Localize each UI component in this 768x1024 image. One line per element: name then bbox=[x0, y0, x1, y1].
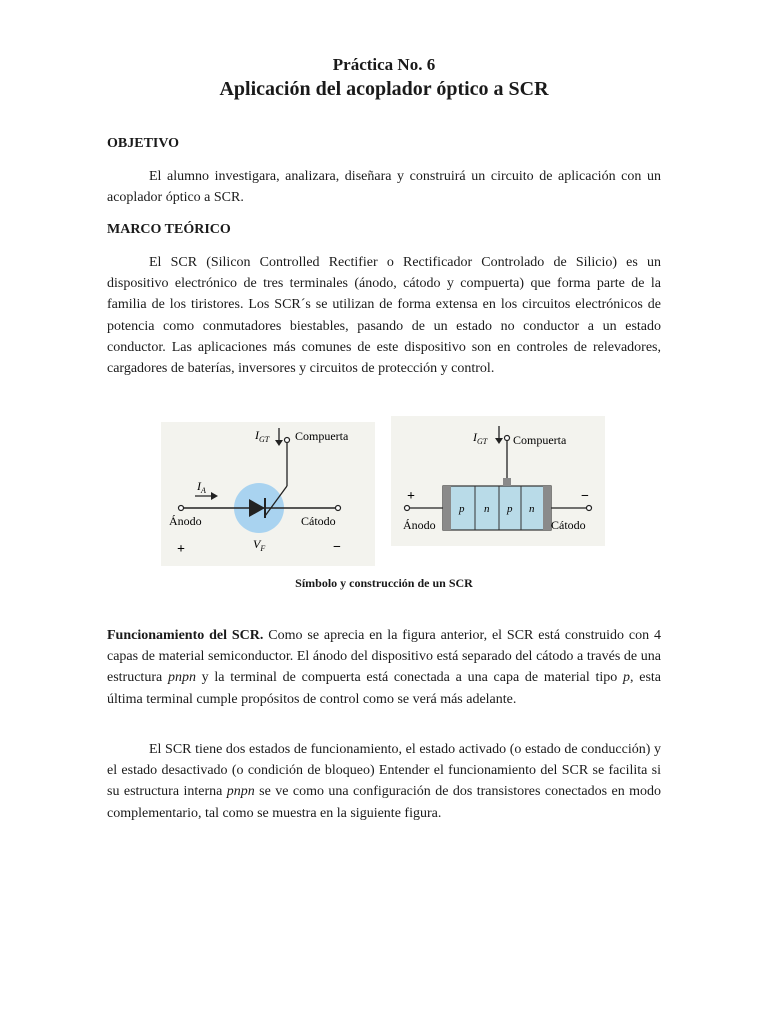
anode-current-label: $I_A$ bbox=[197, 479, 206, 495]
layer-label-2: n bbox=[484, 503, 490, 515]
gate-label: Compuerta bbox=[295, 429, 349, 443]
objective-text: El alumno investigara, analizara, diseñara y construirá un circuito de aplicación con un acoplador óptico a SCR. bbox=[107, 169, 661, 206]
gate-label: Compuerta bbox=[513, 433, 567, 447]
anode-terminal bbox=[405, 506, 410, 511]
operation-lead: Funcionamiento del SCR. bbox=[107, 628, 264, 643]
theory-text: El SCR (Silicon Controlled Rectifier o Rectificador Controlado de Silicio) es un dispositivo electrónico de tres terminales (ánodo, cátodo y compuerta) que forma parte de la familia de los tiristores. Los SCR´s se utilizan de forma extensa en los circuitos electrónicos de potencia como conmutadores biestables, pasando de un estado no conductor a un estado conductor. Las aplicaciones más comunes de este dispositivo son en controles de relevadores, cargadores de baterías, inversores y circuitos de protección y control. bbox=[107, 255, 661, 377]
anode-current-arrowhead bbox=[211, 492, 218, 500]
scr-construction-diagram bbox=[391, 416, 605, 546]
anode-label: Ánodo bbox=[403, 518, 436, 532]
cathode-label: Cátodo bbox=[301, 514, 336, 528]
cathode-terminal bbox=[587, 506, 592, 511]
gate-current-arrowhead bbox=[495, 438, 503, 444]
gate-current-arrowhead bbox=[275, 440, 283, 446]
objective-heading: OBJETIVO bbox=[107, 136, 180, 151]
states-text: El SCR tiene dos estados de funcionamiento, el estado activado (o estado de conducción) y el estado desactivado (o condición de bloqueo) Entender el funcionamiento del SCR se facilita si su estructura interna pnpn se ve como una configuración de dos transistores conectados en modo complementario, tal como se muestra en la siguiente figura. bbox=[107, 742, 661, 821]
practice-number: Práctica No. 6 bbox=[332, 55, 436, 74]
scr-symbol-figure bbox=[161, 422, 375, 566]
layer-label-4: n bbox=[529, 503, 535, 515]
gate-terminal bbox=[285, 438, 290, 443]
gate-current-label: $I_{GT}$ bbox=[255, 428, 270, 444]
anode-contact bbox=[443, 486, 451, 530]
scr-symbol-diagram bbox=[161, 422, 375, 566]
cathode-label: Cátodo bbox=[551, 518, 586, 532]
gate-contact bbox=[503, 478, 511, 486]
plus-sign: + bbox=[177, 542, 185, 557]
anode-label: Ánodo bbox=[169, 514, 202, 528]
theory-heading: MARCO TEÓRICO bbox=[107, 222, 231, 237]
minus-sign: − bbox=[333, 540, 341, 555]
cathode-contact bbox=[543, 486, 551, 530]
cathode-terminal bbox=[336, 506, 341, 511]
anode-terminal bbox=[179, 506, 184, 511]
layer-label-1: p bbox=[459, 503, 465, 515]
minus-sign: − bbox=[581, 489, 589, 504]
operation-text: Funcionamiento del SCR. Como se aprecia en la figura anterior, el SCR está construido con 4 capas de material semiconductor. El ánodo del dispositivo está separado del cátodo a través de una estructura pnpn y la terminal de compuerta está conectada a una capa de material tipo p, esta última terminal cumple propósitos de control como se verá más adelante. bbox=[107, 628, 662, 707]
layer-label-3: p bbox=[507, 503, 513, 515]
scr-construction-figure bbox=[391, 416, 605, 546]
figure-caption: Símbolo y construcción de un SCR bbox=[295, 576, 473, 590]
gate-current-label: $I_{GT}$ bbox=[473, 430, 488, 446]
page-title: Aplicación del acoplador óptico a SCR bbox=[219, 78, 549, 100]
gate-terminal bbox=[505, 436, 510, 441]
plus-sign: + bbox=[407, 489, 415, 504]
voltage-label: $V_F$ bbox=[253, 537, 266, 553]
